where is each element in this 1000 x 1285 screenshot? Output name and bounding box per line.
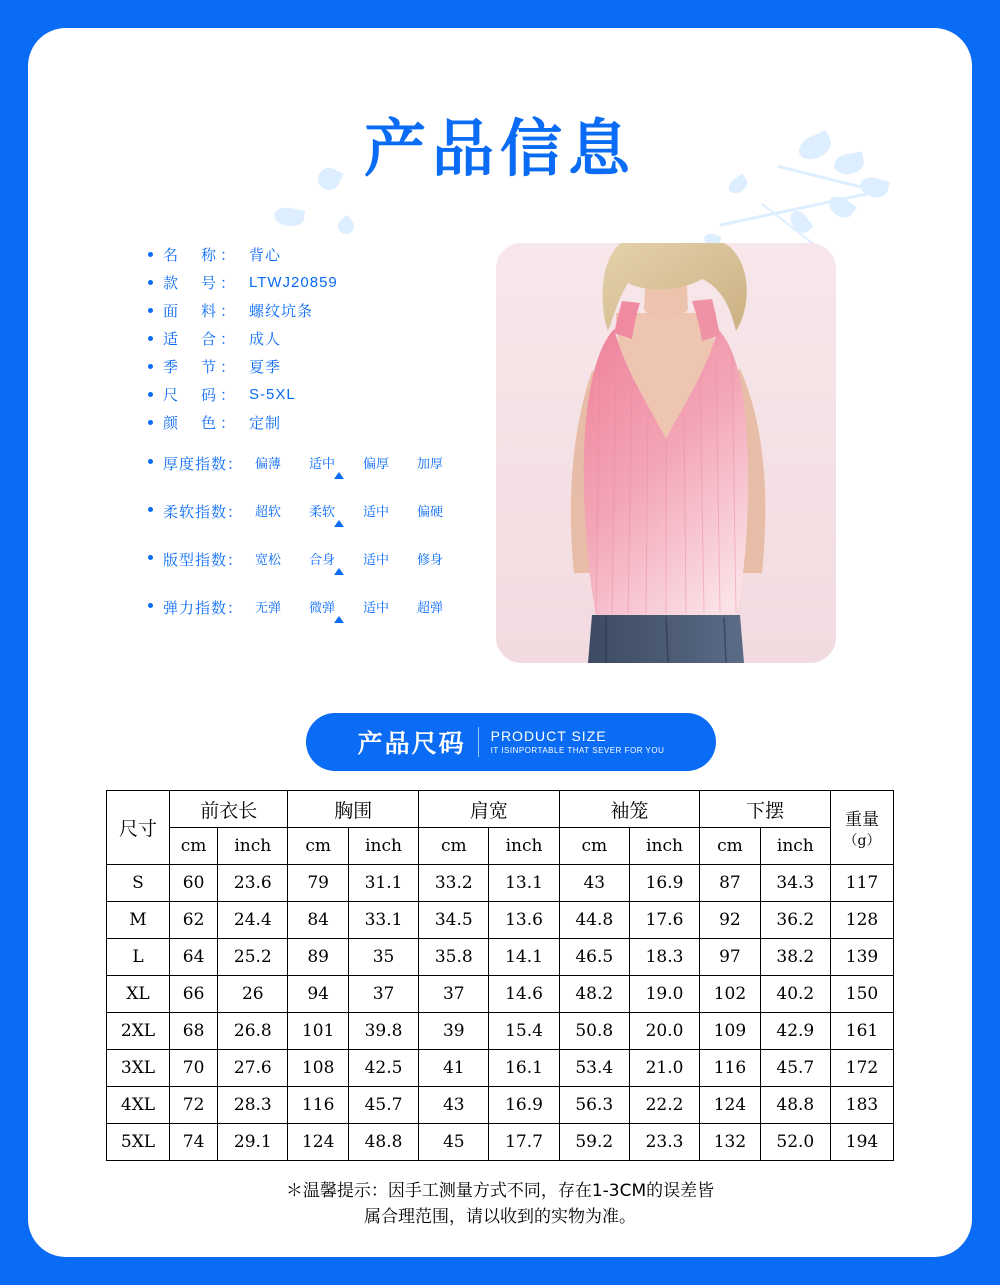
spec-label: 名 称： <box>163 246 240 264</box>
weight-header-line2: （g） <box>843 833 881 849</box>
cell: 116 <box>288 1087 348 1124</box>
cell: 21.0 <box>629 1050 699 1087</box>
index-row-softness <box>148 501 508 522</box>
row-weight: 139 <box>831 939 894 976</box>
table-row <box>107 865 894 902</box>
index-scale <box>255 501 443 520</box>
cell: 42.9 <box>760 1013 830 1050</box>
row-weight: 150 <box>831 976 894 1013</box>
row-weight: 117 <box>831 865 894 902</box>
measurement-note <box>28 1178 972 1231</box>
spec-value: 成人 <box>249 330 282 348</box>
bullet-icon <box>148 252 153 257</box>
cell: 44.8 <box>559 902 629 939</box>
unit-cm: cm <box>700 828 760 865</box>
spec-row <box>148 380 478 408</box>
cell: 34.3 <box>760 865 830 902</box>
table-group-header: 前衣长 <box>170 791 288 828</box>
cell: 68 <box>170 1013 218 1050</box>
index-scale <box>255 453 443 472</box>
cell: 26.8 <box>218 1013 288 1050</box>
cell: 13.1 <box>489 865 559 902</box>
cell: 26 <box>218 976 288 1013</box>
cell: 14.1 <box>489 939 559 976</box>
cell: 124 <box>288 1124 348 1161</box>
cell: 97 <box>700 939 760 976</box>
cell: 23.3 <box>629 1124 699 1161</box>
cell: 17.7 <box>489 1124 559 1161</box>
spec-label: 季 节： <box>163 358 240 376</box>
spec-row <box>148 408 478 436</box>
index-option: 适中 <box>362 552 389 567</box>
spec-label: 颜 色： <box>163 414 240 432</box>
cell: 132 <box>700 1124 760 1161</box>
cell: 84 <box>288 902 348 939</box>
index-row-elasticity <box>148 597 508 618</box>
cell: 89 <box>288 939 348 976</box>
cell: 37 <box>348 976 418 1013</box>
cell: 16.9 <box>629 865 699 902</box>
cell: 56.3 <box>559 1087 629 1124</box>
cell: 20.0 <box>629 1013 699 1050</box>
spec-row <box>148 296 478 324</box>
spec-label: 面 料： <box>163 302 240 320</box>
cell: 70 <box>170 1050 218 1087</box>
banner-divider <box>478 727 479 757</box>
bullet-icon <box>148 336 153 341</box>
row-size: S <box>107 865 170 902</box>
cell: 39.8 <box>348 1013 418 1050</box>
unit-inch: inch <box>760 828 830 865</box>
row-size: 3XL <box>107 1050 170 1087</box>
unit-cm: cm <box>559 828 629 865</box>
index-option: 柔软 <box>308 504 335 519</box>
cell: 109 <box>700 1013 760 1050</box>
cell: 45.7 <box>760 1050 830 1087</box>
cell: 43 <box>559 865 629 902</box>
index-marker-icon <box>334 616 344 623</box>
row-weight: 172 <box>831 1050 894 1087</box>
cell: 28.3 <box>218 1087 288 1124</box>
cell: 72 <box>170 1087 218 1124</box>
index-option: 无弹 <box>255 600 282 615</box>
weight-header-line1: 重量 <box>845 810 879 830</box>
row-size: 5XL <box>107 1124 170 1161</box>
index-scale <box>255 549 443 568</box>
cell: 24.4 <box>218 902 288 939</box>
unit-inch: inch <box>629 828 699 865</box>
cell: 116 <box>700 1050 760 1087</box>
index-marker-icon <box>334 568 344 575</box>
cell: 37 <box>419 976 489 1013</box>
index-label: 版型指数： <box>163 552 244 569</box>
index-option: 偏薄 <box>255 456 282 471</box>
index-label: 弹力指数： <box>163 600 244 617</box>
table-group-header: 肩宽 <box>419 791 560 828</box>
cell: 25.2 <box>218 939 288 976</box>
bullet-icon <box>148 459 153 464</box>
index-label: 柔软指数： <box>163 504 244 521</box>
bullet-icon <box>148 507 153 512</box>
cell: 27.6 <box>218 1050 288 1087</box>
table-group-header: 下摆 <box>700 791 831 828</box>
spec-value: LTWJ20859 <box>249 273 338 291</box>
index-marker-icon <box>334 520 344 527</box>
cell: 48.2 <box>559 976 629 1013</box>
cell: 53.4 <box>559 1050 629 1087</box>
table-weight-header <box>831 791 894 865</box>
row-weight: 128 <box>831 902 894 939</box>
table-group-header: 袖笼 <box>559 791 700 828</box>
index-option: 超软 <box>255 504 282 519</box>
cell: 124 <box>700 1087 760 1124</box>
cell: 62 <box>170 902 218 939</box>
cell: 36.2 <box>760 902 830 939</box>
row-size: M <box>107 902 170 939</box>
cell: 29.1 <box>218 1124 288 1161</box>
cell: 34.5 <box>419 902 489 939</box>
table-row <box>107 902 894 939</box>
cell: 87 <box>700 865 760 902</box>
unit-cm: cm <box>170 828 218 865</box>
page-title: 产品信息 <box>363 112 636 185</box>
size-table <box>106 790 894 1161</box>
cell: 22.2 <box>629 1087 699 1124</box>
cell: 13.6 <box>489 902 559 939</box>
bullet-icon <box>148 392 153 397</box>
unit-inch: inch <box>489 828 559 865</box>
cell: 16.9 <box>489 1087 559 1124</box>
cell: 94 <box>288 976 348 1013</box>
index-row-thickness <box>148 453 508 474</box>
unit-inch: inch <box>218 828 288 865</box>
unit-cm: cm <box>288 828 348 865</box>
cell: 17.6 <box>629 902 699 939</box>
banner-en-line2: IT ISINPORTABLE THAT SEVER FOR YOU <box>490 745 665 755</box>
banner-title-cn: 产品尺码 <box>357 730 466 758</box>
cell: 35 <box>348 939 418 976</box>
bullet-icon <box>148 280 153 285</box>
spec-value: S-5XL <box>249 385 296 403</box>
index-scale <box>255 597 443 616</box>
bullet-icon <box>148 420 153 425</box>
cell: 18.3 <box>629 939 699 976</box>
cell: 33.2 <box>419 865 489 902</box>
product-photo <box>496 243 836 663</box>
product-info-card <box>28 28 972 1257</box>
spec-label: 适 合： <box>163 330 240 348</box>
unit-inch: inch <box>348 828 418 865</box>
table-row <box>107 1013 894 1050</box>
spec-label: 尺 码： <box>163 386 240 404</box>
cell: 14.6 <box>489 976 559 1013</box>
index-option: 修身 <box>416 552 443 567</box>
index-option: 适中 <box>362 600 389 615</box>
cell: 59.2 <box>559 1124 629 1161</box>
note-line2: 属合理范围，请以收到的实物为准。 <box>364 1207 636 1228</box>
bullet-icon <box>148 555 153 560</box>
cell: 50.8 <box>559 1013 629 1050</box>
index-option: 偏厚 <box>362 456 389 471</box>
row-weight: 161 <box>831 1013 894 1050</box>
row-size: 2XL <box>107 1013 170 1050</box>
spec-row <box>148 240 478 268</box>
index-option: 适中 <box>362 504 389 519</box>
product-photo-image <box>496 243 836 663</box>
cell: 45.7 <box>348 1087 418 1124</box>
table-row <box>107 1087 894 1124</box>
index-option: 合身 <box>308 552 335 567</box>
table-header-row <box>107 791 894 828</box>
table-row <box>107 1050 894 1087</box>
spec-row <box>148 268 478 296</box>
spec-value: 背心 <box>249 246 282 264</box>
spec-value: 螺纹坑条 <box>249 302 314 320</box>
index-scale-list <box>148 453 508 645</box>
table-corner-header: 尺寸 <box>107 791 170 865</box>
cell: 64 <box>170 939 218 976</box>
row-weight: 183 <box>831 1087 894 1124</box>
spec-row <box>148 352 478 380</box>
cell: 38.2 <box>760 939 830 976</box>
cell: 92 <box>700 902 760 939</box>
bullet-icon <box>148 308 153 313</box>
index-option: 加厚 <box>416 456 443 471</box>
table-unit-row <box>107 828 894 865</box>
cell: 45 <box>419 1124 489 1161</box>
index-option: 适中 <box>308 456 335 471</box>
cell: 35.8 <box>419 939 489 976</box>
banner-en-line1: PRODUCT SIZE <box>490 728 607 745</box>
spec-value: 夏季 <box>249 358 282 376</box>
cell: 108 <box>288 1050 348 1087</box>
index-row-fit <box>148 549 508 570</box>
banner-title-en <box>491 728 665 756</box>
bullet-icon <box>148 364 153 369</box>
index-option: 超弹 <box>416 600 443 615</box>
cell: 48.8 <box>760 1087 830 1124</box>
bullet-icon <box>148 603 153 608</box>
row-size: L <box>107 939 170 976</box>
cell: 102 <box>700 976 760 1013</box>
spec-row <box>148 324 478 352</box>
cell: 52.0 <box>760 1124 830 1161</box>
cell: 79 <box>288 865 348 902</box>
index-option: 偏硬 <box>416 504 443 519</box>
cell: 43 <box>419 1087 489 1124</box>
cell: 41 <box>419 1050 489 1087</box>
table-row <box>107 1124 894 1161</box>
size-section-banner <box>306 713 716 771</box>
cell: 16.1 <box>489 1050 559 1087</box>
row-size: 4XL <box>107 1087 170 1124</box>
cell: 60 <box>170 865 218 902</box>
note-line1: ＊温馨提示：因手工测量方式不同，存在1-3CM的误差皆 <box>285 1181 715 1201</box>
spec-value: 定制 <box>249 414 282 432</box>
cell: 46.5 <box>559 939 629 976</box>
index-option: 宽松 <box>255 552 282 567</box>
index-label: 厚度指数： <box>163 456 244 473</box>
cell: 23.6 <box>218 865 288 902</box>
cell: 74 <box>170 1124 218 1161</box>
table-group-header: 胸围 <box>288 791 419 828</box>
cell: 40.2 <box>760 976 830 1013</box>
cell: 39 <box>419 1013 489 1050</box>
cell: 31.1 <box>348 865 418 902</box>
index-marker-icon <box>334 472 344 479</box>
row-weight: 194 <box>831 1124 894 1161</box>
cell: 19.0 <box>629 976 699 1013</box>
index-option: 微弹 <box>308 600 335 615</box>
table-row <box>107 939 894 976</box>
cell: 15.4 <box>489 1013 559 1050</box>
spec-list <box>148 240 478 436</box>
cell: 66 <box>170 976 218 1013</box>
table-row <box>107 976 894 1013</box>
spec-label: 款 号： <box>163 274 240 292</box>
cell: 101 <box>288 1013 348 1050</box>
cell: 33.1 <box>348 902 418 939</box>
cell: 42.5 <box>348 1050 418 1087</box>
row-size: XL <box>107 976 170 1013</box>
unit-cm: cm <box>419 828 489 865</box>
cell: 48.8 <box>348 1124 418 1161</box>
